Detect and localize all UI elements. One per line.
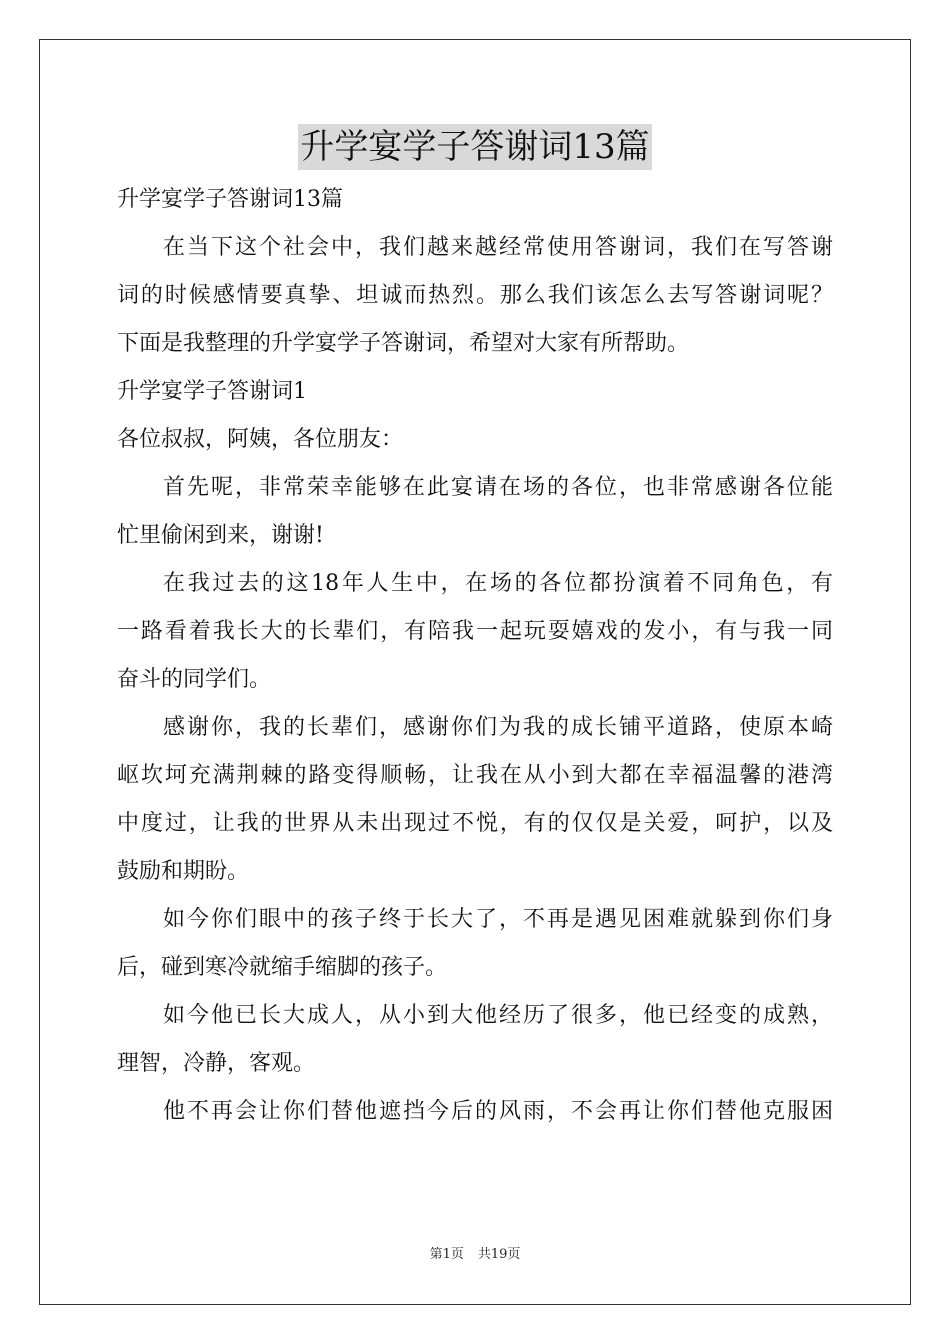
text-line: 如今你们眼中的孩子终于长大了，不再是遇见困难就躲到你们身 [163,907,833,932]
text-line: 岖坎坷充满荆棘的路变得顺畅，让我在从小到大都在幸福温馨的港湾 [117,763,833,788]
text-line: 感谢你，我的长辈们，感谢你们为我的成长铺平道路，使原本崎 [163,715,833,740]
text-line: 升学宴学子答谢词1 [117,379,307,404]
text-line: 中度过，让我的世界从未出现过不悦，有的仅仅是关爱，呵护，以及 [117,811,833,836]
text-line: 首先呢，非常荣幸能够在此宴请在场的各位，也非常感谢各位能 [163,475,833,500]
text-line: 奋斗的同学们。 [117,667,272,692]
text-line: 如今他已长大成人，从小到大他经历了很多，他已经变的成熟， [163,1003,833,1028]
page-footer [0,1245,950,1265]
title-container [0,124,950,170]
text-line: 下面是我整理的升学宴学子答谢词，希望对大家有所帮助。 [117,331,690,356]
text-line: 在当下这个社会中，我们越来越经常使用答谢词，我们在写答谢 [163,235,833,260]
text-line: 在我过去的这18年人生中，在场的各位都扮演着不同角色，有 [163,571,833,596]
text-line: 升学宴学子答谢词13篇 [117,187,343,212]
text-line: 他不再会让你们替他遮挡今后的风雨，不会再让你们替他克服困 [163,1099,833,1124]
text-line: 一路看着我长大的长辈们，有陪我一起玩耍嬉戏的发小，有与我一同 [117,619,833,644]
document-body [117,176,833,1136]
text-line: 词的时候感情要真挚、坦诚而热烈。那么我们该怎么去写答谢词呢？ [117,283,833,308]
document-title: 升学宴学子答谢词13篇 [298,124,651,170]
page-total: 共19页 [477,1247,521,1262]
text-line: 理智，冷静，客观。 [117,1051,316,1076]
text-line: 忙里偷闲到来，谢谢! [117,523,324,548]
page-number: 第1页 [429,1247,464,1262]
text-line: 各位叔叔，阿姨，各位朋友： [117,427,404,452]
text-line: 鼓励和期盼。 [117,859,250,884]
text-line: 后，碰到寒冷就缩手缩脚的孩子。 [117,955,448,980]
